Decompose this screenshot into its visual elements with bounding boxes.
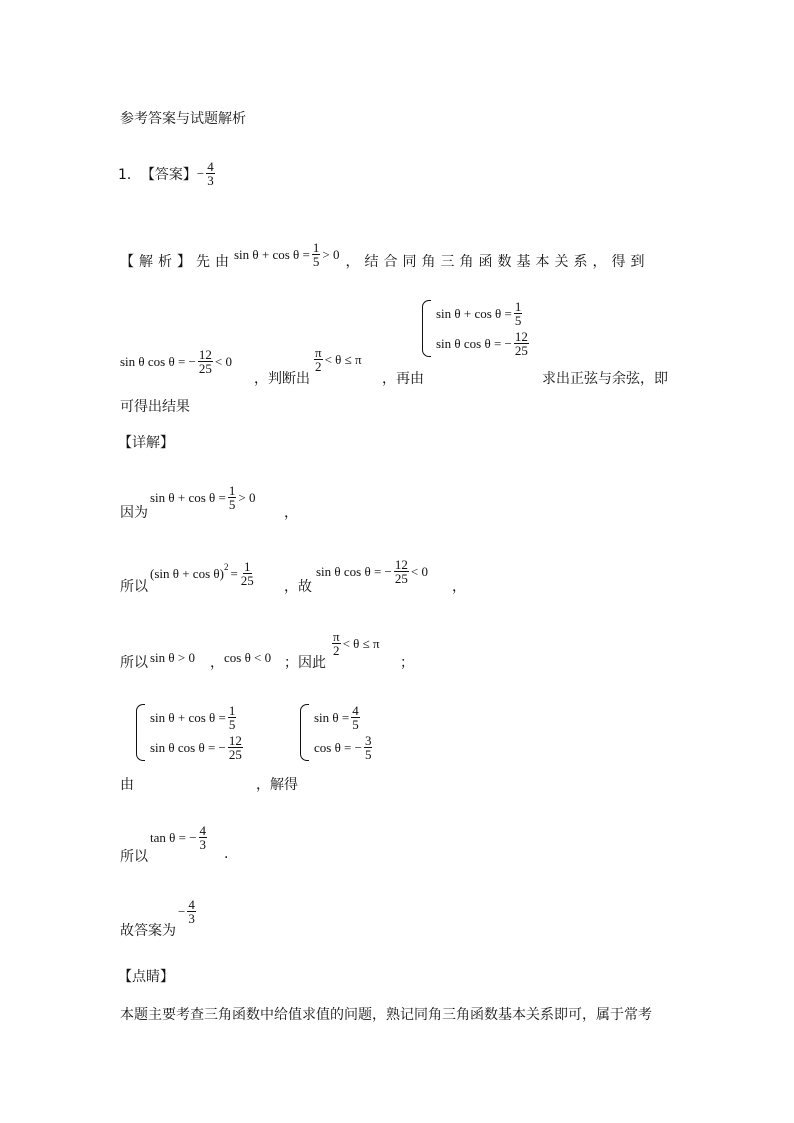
eq-product-negative-2: sin θ cos θ = − $\frac{12}{25}$ < 0	[316, 557, 428, 586]
detail-line-4: 由 sin θ + cos θ = $\frac{1}{5}$ sin θ cos θ = − $\frac{12}{25}$ ，解得 sin θ = $\frac{4}{5}$ cos θ = − $\frac{3}{5}$	[120, 704, 420, 794]
comment-label: 【点睛】	[118, 969, 174, 985]
detail-line-3: 所以 sin θ > 0 ， cos θ < 0 ；因此 $\frac{\pi}{2}$ < θ ≤ π ；	[120, 629, 414, 671]
page-title: 参考答案与试题解析	[120, 111, 246, 127]
theta-range: $\frac{\pi}{2}$ < θ ≤ π	[315, 345, 362, 374]
eq-sum-positive-2: sin θ + cos θ = $\frac{1}{5}$ > 0	[150, 483, 256, 512]
eq-sum-positive: sin θ + cos θ = $\frac{1}{5}$ > 0	[234, 240, 340, 269]
solution-system: sin θ = $\frac{4}{5}$ cos θ = − $\frac{3}{5}$	[300, 704, 374, 761]
comment-text: 本题主要考查三角函数中给值求值的问题，熟记同角三角函数基本关系即可，属于常考	[120, 1007, 652, 1023]
detail-line-5: 所以 tan θ = − $\frac{4}{3}$ .	[120, 823, 229, 865]
theta-range-2: $\frac{\pi}{2}$ < θ ≤ π	[333, 629, 380, 658]
equation-system-2: sin θ + cos θ = $\frac{1}{5}$ sin θ cos θ = − $\frac{12}{25}$	[136, 704, 245, 761]
cos-negative: cos θ < 0	[224, 650, 272, 665]
eq-square: (sin θ + cos θ) $^2$ = $\frac{1}{25}$	[150, 559, 254, 588]
sin-positive: sin θ > 0	[150, 650, 195, 665]
answer-fraction: $\frac{4}{3}$	[207, 159, 214, 188]
analysis-label: 【解析】	[120, 253, 196, 270]
final-answer: − $\frac{4}{3}$	[178, 897, 195, 926]
q1-answer-line	[118, 160, 217, 187]
detail-line-6: 故答案为 − $\frac{4}{3}$	[120, 898, 320, 940]
tan-value: tan θ = − $\frac{4}{3}$	[150, 823, 207, 852]
answer-label: 【答案】	[140, 166, 197, 183]
q1-number: 1．	[118, 166, 141, 183]
analysis-line-2: sin θ cos θ = − $\frac{12}{25}$ < 0 ，判断出 $\frac{\pi}{2}$ < θ ≤ π ，再由 sin θ + cos θ = $\frac{1}{5}$ sin θ cos θ = − $\frac{12}{25}$ 求出正弦与余弦，即	[120, 299, 668, 387]
analysis-line-1: 【解析】 先由 sin θ + cos θ = $\frac{1}{5}$ > 0 ，结合同角三角函数基本关系，得到	[120, 240, 650, 270]
equation-system-1: sin θ + cos θ = $\frac{1}{5}$ sin θ cos θ = − $\frac{12}{25}$	[422, 300, 531, 357]
detail-label: 【详解】	[118, 435, 174, 451]
detail-line-1: 因为 sin θ + cos θ = $\frac{1}{5}$ > 0 ，	[120, 483, 298, 521]
detail-line-2: 所以 (sin θ + cos θ) $^2$ = $\frac{1}{25}$ ，故 sin θ cos θ = − $\frac{12}{25}$ < 0 ，	[120, 557, 466, 595]
analysis-line-3: 可得出结果	[120, 399, 190, 415]
answer-value: − $\frac{4}{3}$	[196, 159, 214, 188]
eq-product-negative: sin θ cos θ = − $\frac{12}{25}$ < 0	[120, 347, 232, 376]
